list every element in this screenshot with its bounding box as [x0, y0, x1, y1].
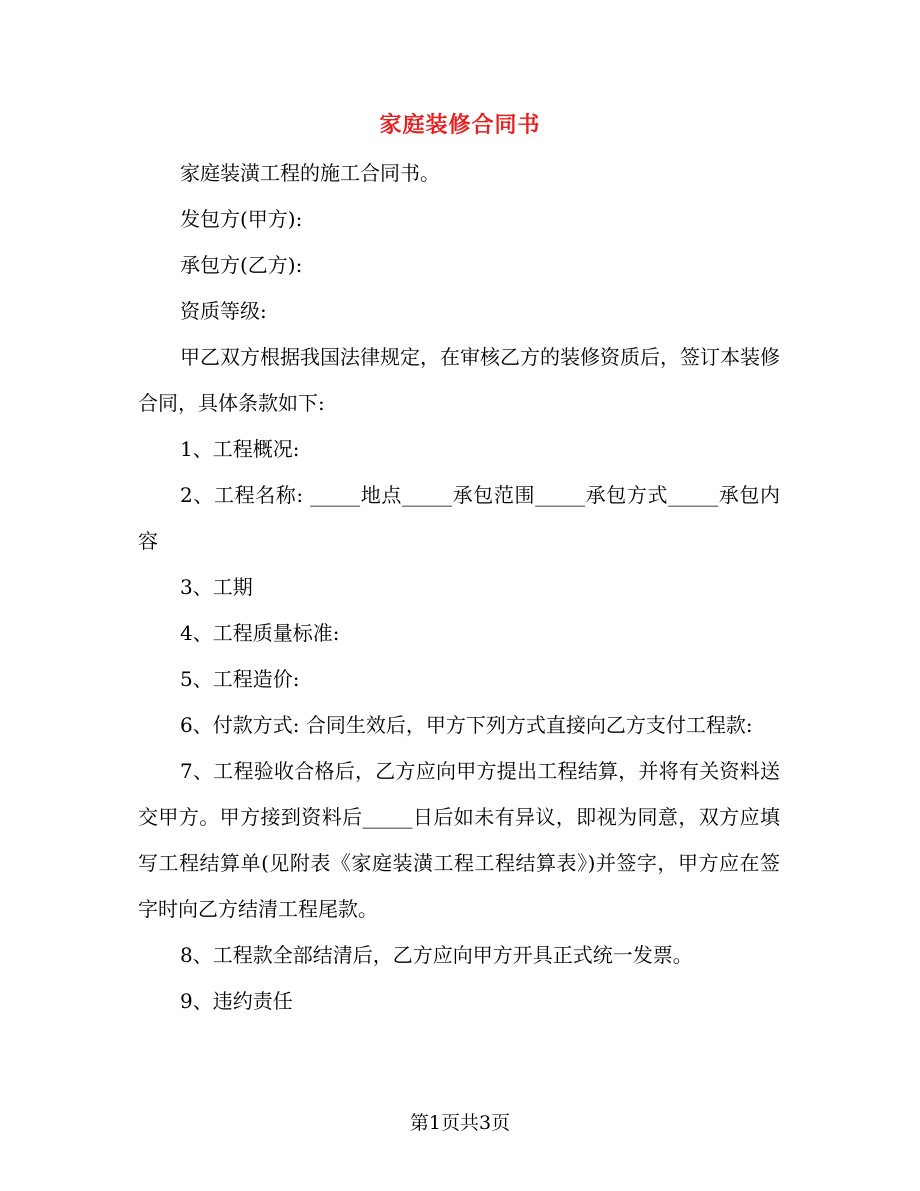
paragraph-party-a: 发包方(甲方): — [180, 207, 303, 231]
clause-5: 5、工程造价: — [180, 667, 300, 691]
clause-8: 8、工程款全部结清后，乙方应向甲方开具正式统一发票。 — [180, 943, 693, 967]
paragraph-intro: 家庭装潢工程的施工合同书。 — [180, 161, 440, 185]
clause-2: 2、工程名称: _____地点_____承包范围_____承包方式_____承包内容 — [138, 483, 780, 553]
clause-1: 1、工程概况: — [180, 437, 300, 461]
clause-9: 9、违约责任 — [180, 989, 293, 1013]
clause-7: 7、工程验收合格后，乙方应向甲方提出工程结算，并将有关资料送交甲方。甲方接到资料后_____日后如未有异议，即视为同意，双方应填写工程结算单(见附表《家庭装潢工程工程结算表》)并签字，甲方应在签字时向乙方结清工程尾款。 — [138, 759, 780, 921]
document-body — [138, 150, 780, 1024]
clause-6: 6、付款方式: 合同生效后，甲方下列方式直接向乙方支付工程款: — [180, 713, 753, 737]
paragraph-qualification: 资质等级: — [180, 299, 267, 323]
clause-4: 4、工程质量标准: — [180, 621, 340, 645]
paragraph-party-b: 承包方(乙方): — [180, 253, 303, 277]
page-number-footer: 第1页共3页 — [409, 1112, 511, 1134]
paragraph-preamble: 甲乙双方根据我国法律规定，在审核乙方的装修资质后，签订本装修合同，具体条款如下: — [138, 345, 780, 415]
document-title: 家庭装修合同书 — [379, 112, 541, 138]
clause-3: 3、工期 — [180, 575, 253, 599]
